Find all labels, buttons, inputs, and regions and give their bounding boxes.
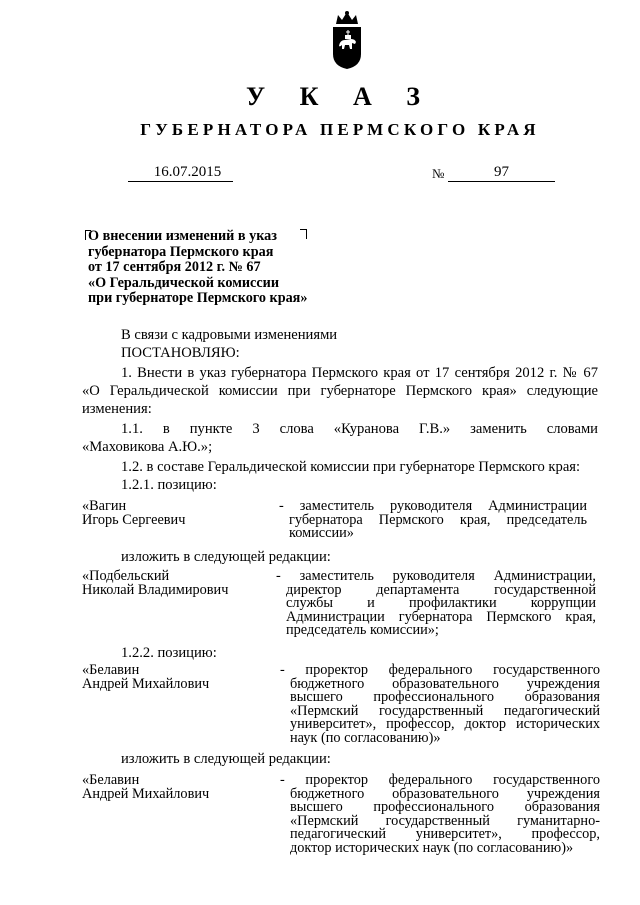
member-name-line: Андрей Михайлович xyxy=(82,675,210,692)
member-name xyxy=(82,570,228,597)
restate-text: изложить в следующей редакции: xyxy=(121,549,331,565)
clause-1-2-text: 1.2. в составе Геральдической комиссии при губернаторе Пермского края: xyxy=(121,459,581,475)
member-name-line: «Белавин xyxy=(82,662,140,678)
member-position xyxy=(280,664,600,746)
decree-subject xyxy=(88,229,307,307)
position-line: - заместитель руководителя Администрации xyxy=(279,498,587,514)
subject-line: О внесении изменений в указ xyxy=(88,228,277,244)
member-name-line: «Подбельский xyxy=(82,568,170,584)
resolve-heading: ПОСТАНОВЛЯЮ: xyxy=(121,345,240,361)
issuer-subtitle: ГУБЕРНАТОРА ПЕРМСКОГО КРАЯ xyxy=(140,120,540,139)
position-line: службы и профилактики коррупции xyxy=(286,595,596,612)
member-name-line: Андрей Михайлович xyxy=(82,785,210,802)
subject-line: от 17 сентября 2012 г. № 67 xyxy=(88,259,261,276)
position-line: бюджетного образовательного учреждения xyxy=(290,675,600,692)
number-label: № xyxy=(432,166,445,181)
member-position xyxy=(279,500,587,541)
position-line: губернатора Пермского края, председатель xyxy=(289,511,587,528)
position-line: наук (по согласованию)» xyxy=(290,729,441,746)
position-line: - проректор федерального государственного xyxy=(280,772,600,788)
clause-1-text: изменения: xyxy=(82,401,152,417)
decree-number: 97 xyxy=(448,164,555,182)
member-name xyxy=(82,774,209,801)
position-line: комиссии» xyxy=(289,525,354,542)
member-name xyxy=(82,500,185,527)
document-type-title: У К А З xyxy=(246,82,434,111)
position-line: - проректор федерального государственного xyxy=(280,662,600,678)
member-name-line: «Вагин xyxy=(82,498,127,514)
subject-line: «О Геральдической комиссии xyxy=(88,274,280,291)
position-line: Администрации губернатора Пермского края, xyxy=(286,608,596,625)
position-line: педагогический университет», профессор, xyxy=(290,826,600,843)
clause-1-1-text: 1.1. в пункте 3 слова «Куранова Г.В.» заменить словами xyxy=(121,421,598,437)
member-name-line: Игорь Сергеевич xyxy=(82,511,186,528)
position-line: - заместитель руководителя Администрации, xyxy=(276,568,596,584)
restate-text: изложить в следующей редакции: xyxy=(121,751,331,767)
preamble-text: В связи с кадровыми изменениями xyxy=(121,327,338,343)
position-line: «Пермский государственный гуманитарно- xyxy=(290,812,600,829)
member-name-line: «Белавин xyxy=(82,772,140,788)
member-position xyxy=(276,570,596,638)
clause-1-1-text: «Маховикова А.Ю.»; xyxy=(82,439,213,455)
clause-1-2-1-text: 1.2.1. позицию: xyxy=(121,477,217,493)
clause-1-text: 1. Внести в указ губернатора Пермского края от 17 сентября 2012 г. № 67 xyxy=(121,365,598,381)
clause-1-2-2-text: 1.2.2. позицию: xyxy=(121,645,217,661)
clause-1-text: «О Геральдической комиссии при губернаторе Пермского края» следующие xyxy=(82,383,598,399)
member-name xyxy=(82,664,209,691)
member-position xyxy=(280,774,600,856)
position-line: высшего профессионального образования xyxy=(290,799,600,816)
subject-line: губернатора Пермского края xyxy=(88,243,274,260)
position-line: директор департамента государственной xyxy=(286,581,596,598)
position-line: высшего профессионального образования xyxy=(290,689,600,706)
coat-of-arms-icon xyxy=(330,10,364,70)
position-line: «Пермский государственный педагогический xyxy=(290,702,600,719)
subject-line: при губернаторе Пермского края» xyxy=(88,290,308,307)
position-line: председатель комиссии»; xyxy=(286,622,439,639)
position-line: бюджетного образовательного учреждения xyxy=(290,785,600,802)
position-line: доктор исторических наук (по согласованию)» xyxy=(290,839,574,856)
member-name-line: Николай Владимирович xyxy=(82,581,229,598)
position-line: университет», профессор, доктор исторических xyxy=(290,716,600,733)
decree-date: 16.07.2015 xyxy=(128,164,233,182)
